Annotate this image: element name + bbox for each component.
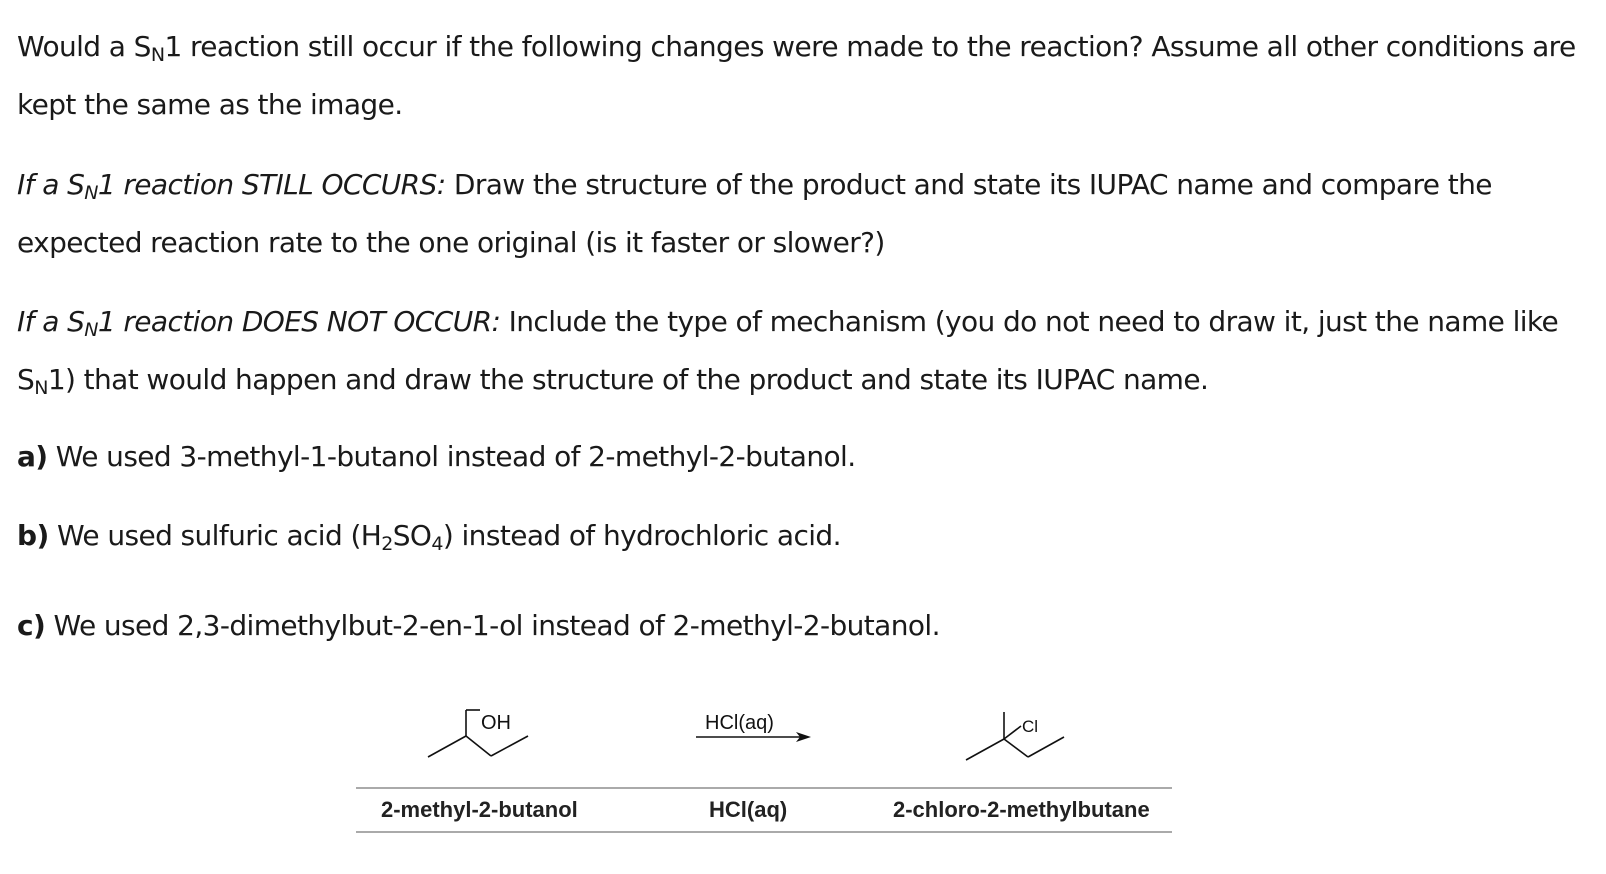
reactant-oh-group: OH xyxy=(481,712,511,734)
question-c: c) We used 2,3-dimethylbut-2-en-1-ol instead of 2-methyl-2-butanol. xyxy=(17,609,940,642)
arrow-reagent-label: HCl(aq) xyxy=(705,712,774,734)
reactant-name: 2-methyl-2-butanol xyxy=(381,797,578,822)
product-structure xyxy=(966,712,1064,760)
product-name: 2-chloro-2-methylbutane xyxy=(893,797,1150,822)
reaction-scheme xyxy=(356,690,1172,840)
still-occurs-instruction: If a $S_N1$ reaction STILL OCCURS: Draw the structure of the product and state its IUPAC name and compare the expected reaction rate to the one original (is it faster or slower?) xyxy=(17,168,1492,259)
product-cl-group: Cl xyxy=(1022,717,1039,736)
question-b-label: b) xyxy=(17,519,49,552)
question-a-label: a) xyxy=(17,440,48,473)
reactant-structure xyxy=(428,710,528,757)
question-c-label: c) xyxy=(17,609,46,642)
reagent-name: HCl(aq) xyxy=(709,797,788,822)
intro-question: Would a $S_N1$ reaction still occur if the following changes were made to the reaction? Assume all other conditions are kept the same as the image. xyxy=(17,30,1576,121)
does-not-occur-instruction: If a $S_N1$ reaction DOES NOT OCCUR: Include the type of mechanism (you do not need to draw it, just the name like $S_N1$) that would happen and draw the structure of the product and state its IUPAC name. xyxy=(17,305,1559,399)
question-a: a) We used 3-methyl-1-butanol instead of 2-methyl-2-butanol. xyxy=(17,440,856,473)
question-b: b) We used sulfuric acid $(H_2SO_4)$ instead of hydrochloric acid. xyxy=(17,519,841,555)
